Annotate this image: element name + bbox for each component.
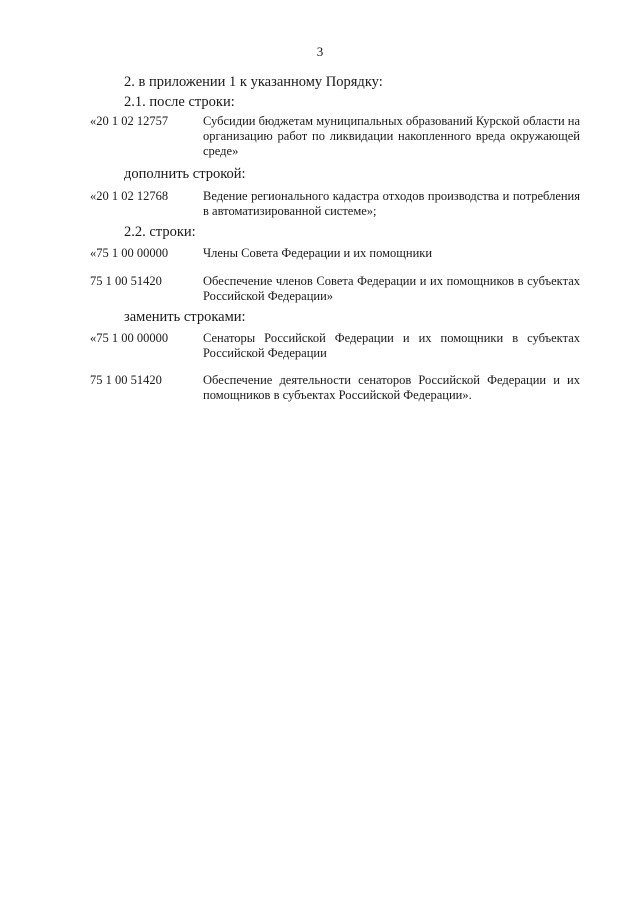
budget-description: Сенаторы Российской Федерации и их помощники в субъектах Российской Федерации bbox=[203, 331, 580, 360]
budget-code: «75 1 00 00000 bbox=[90, 331, 169, 345]
budget-code: «20 1 02 12757 bbox=[90, 114, 169, 128]
replace-heading: заменить строками: bbox=[124, 309, 246, 325]
item-2-2-heading: 2.2. строки: bbox=[124, 224, 196, 240]
add-row-heading: дополнить строкой: bbox=[124, 166, 246, 182]
budget-description: Члены Совета Федерации и их помощники bbox=[203, 246, 433, 260]
budget-description: Обеспечение деятельности сенаторов Российской Федерации и их помощников в субъектах Российской Федерации». bbox=[203, 373, 580, 402]
item-2-heading: 2. в приложении 1 к указанному Порядку: bbox=[124, 74, 383, 90]
budget-code: «75 1 00 00000 bbox=[90, 246, 169, 260]
budget-description: Ведение регионального кадастра отходов производства и потребления в автоматизированной системе»; bbox=[203, 189, 580, 218]
budget-code: «20 1 02 12768 bbox=[90, 189, 169, 203]
budget-description: Субсидии бюджетам муниципальных образований Курской области на организацию работ по ликвидации накопленного вреда окружающей среде» bbox=[203, 114, 580, 158]
budget-code: 75 1 00 51420 bbox=[90, 373, 162, 387]
budget-code: 75 1 00 51420 bbox=[90, 274, 162, 288]
budget-description: Обеспечение членов Совета Федерации и их помощников в субъектах Российской Федерации» bbox=[203, 274, 580, 303]
item-2-1-heading: 2.1. после строки: bbox=[124, 94, 235, 110]
page-number: 3 bbox=[316, 44, 324, 59]
